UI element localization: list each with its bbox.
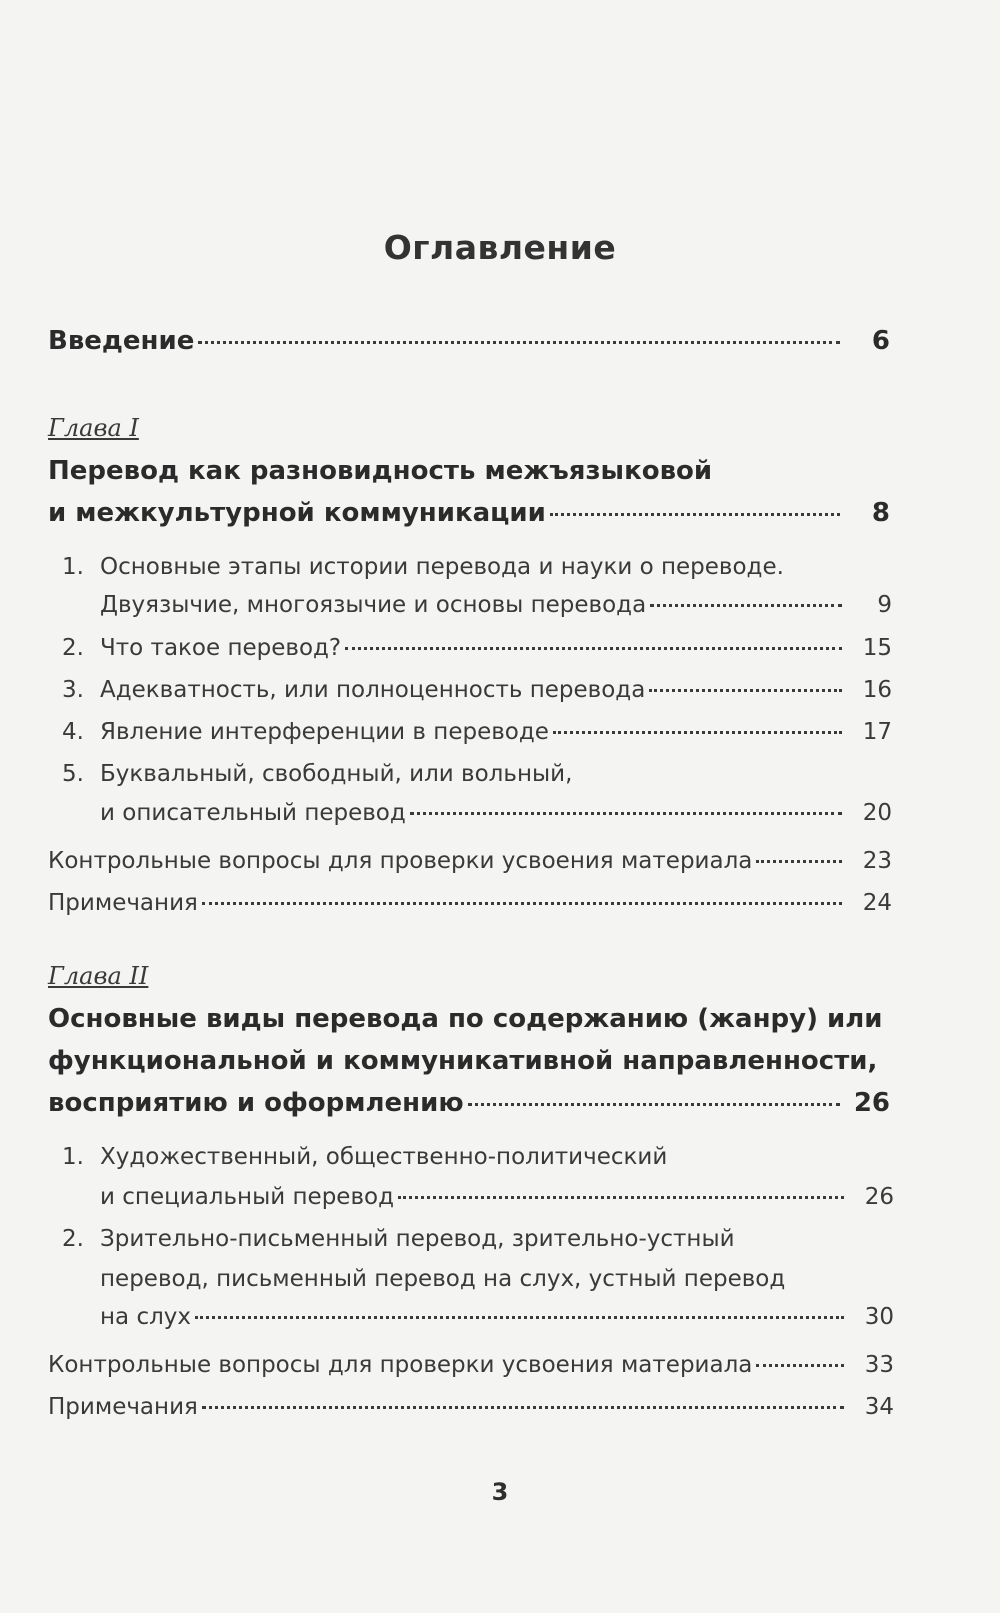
dot-leader: [649, 689, 842, 692]
item-number: 1.: [62, 1144, 84, 1170]
entry-page: 9: [877, 592, 892, 618]
item-line: и описательный перевод: [100, 800, 406, 826]
chapter-1-heading-line-2: и межкультурной коммуникации: [48, 498, 546, 528]
chapter-1-label: Глава I: [48, 414, 139, 442]
page-title: Оглавление: [383, 228, 617, 267]
item-number: 2.: [62, 635, 84, 661]
toc-entry: [100, 800, 892, 826]
item-line: Буквальный, свободный, или вольный,: [100, 761, 573, 787]
chapter-2-label: Глава II: [48, 962, 149, 990]
item-number: 2.: [62, 1226, 84, 1252]
entry-page: 20: [862, 800, 892, 826]
dot-leader: [202, 902, 842, 905]
dot-leader: [553, 731, 842, 734]
entry-page: 24: [862, 890, 892, 916]
dot-leader: [198, 341, 840, 344]
toc-entry: [100, 635, 892, 661]
dot-leader: [550, 513, 840, 516]
item-line: Двуязычие, многоязычие и основы перевода: [100, 592, 647, 618]
item-number: 4.: [62, 719, 84, 745]
item-number: 1.: [62, 554, 84, 580]
toc-entry-notes: [48, 1394, 894, 1420]
entry-label: Примечания: [48, 890, 198, 916]
toc-entry: [100, 719, 892, 745]
dot-leader: [195, 1316, 844, 1319]
item-line: и специальный перевод: [100, 1184, 394, 1210]
toc-entry-intro: [48, 326, 890, 356]
toc-entry: [100, 1304, 894, 1330]
toc-entry-questions: [48, 848, 892, 874]
entry-label: Введение: [48, 326, 195, 356]
chapter-2-heading-row: [48, 1088, 890, 1118]
entry-label: Примечания: [48, 1394, 198, 1420]
chapter-1-heading-line-1: Перевод как разновидность межъязыковой: [48, 456, 713, 486]
dot-leader: [468, 1103, 840, 1106]
dot-leader: [756, 860, 842, 863]
item-line: Что такое перевод?: [100, 635, 342, 661]
item-line: Основные этапы истории перевода и науки о переводе.: [100, 554, 784, 580]
item-number: 5.: [62, 761, 84, 787]
item-number: 3.: [62, 677, 84, 703]
dot-leader: [345, 647, 842, 650]
dot-leader: [650, 604, 842, 607]
toc-entry: [100, 1184, 894, 1210]
item-line: Адекватность, или полноценность перевода: [100, 677, 646, 703]
entry-page: 16: [862, 677, 892, 703]
chapter-2-heading-line-3: восприятию и оформлению: [48, 1088, 464, 1118]
chapter-2-heading-line-1: Основные виды перевода по содержанию (жанру) или: [48, 1004, 883, 1034]
item-line: перевод, письменный перевод на слух, устный перевод: [100, 1266, 786, 1292]
entry-page: 23: [862, 848, 892, 874]
entry-page: 6: [871, 326, 890, 356]
item-line: на слух: [100, 1304, 192, 1330]
entry-page: 17: [862, 719, 892, 745]
entry-page: 30: [864, 1304, 894, 1330]
entry-page: 33: [864, 1352, 894, 1378]
entry-page: 15: [862, 635, 892, 661]
chapter-1-heading-row: [48, 498, 890, 528]
toc-entry: [100, 677, 892, 703]
entry-page: 26: [864, 1184, 894, 1210]
item-line: Зрительно-письменный перевод, зрительно-устный: [100, 1226, 735, 1252]
toc-entry: [100, 592, 892, 618]
item-line: Художественный, общественно-политический: [100, 1144, 668, 1170]
toc-entry-questions: [48, 1352, 894, 1378]
toc-entry-notes: [48, 890, 892, 916]
dot-leader: [398, 1196, 844, 1199]
entry-page: 34: [864, 1394, 894, 1420]
entry-label: Контрольные вопросы для проверки усвоения материала: [48, 848, 753, 874]
page-number: 3: [491, 1478, 509, 1506]
chapter-2-heading-line-2: функциональной и коммуникативной направленности,: [48, 1046, 878, 1076]
chapter-1-page: 8: [871, 498, 890, 528]
chapter-2-page: 26: [853, 1088, 890, 1118]
dot-leader: [202, 1406, 844, 1409]
dot-leader: [410, 812, 842, 815]
item-line: Явление интерференции в переводе: [100, 719, 549, 745]
entry-label: Контрольные вопросы для проверки усвоения материала: [48, 1352, 753, 1378]
dot-leader: [756, 1364, 844, 1367]
